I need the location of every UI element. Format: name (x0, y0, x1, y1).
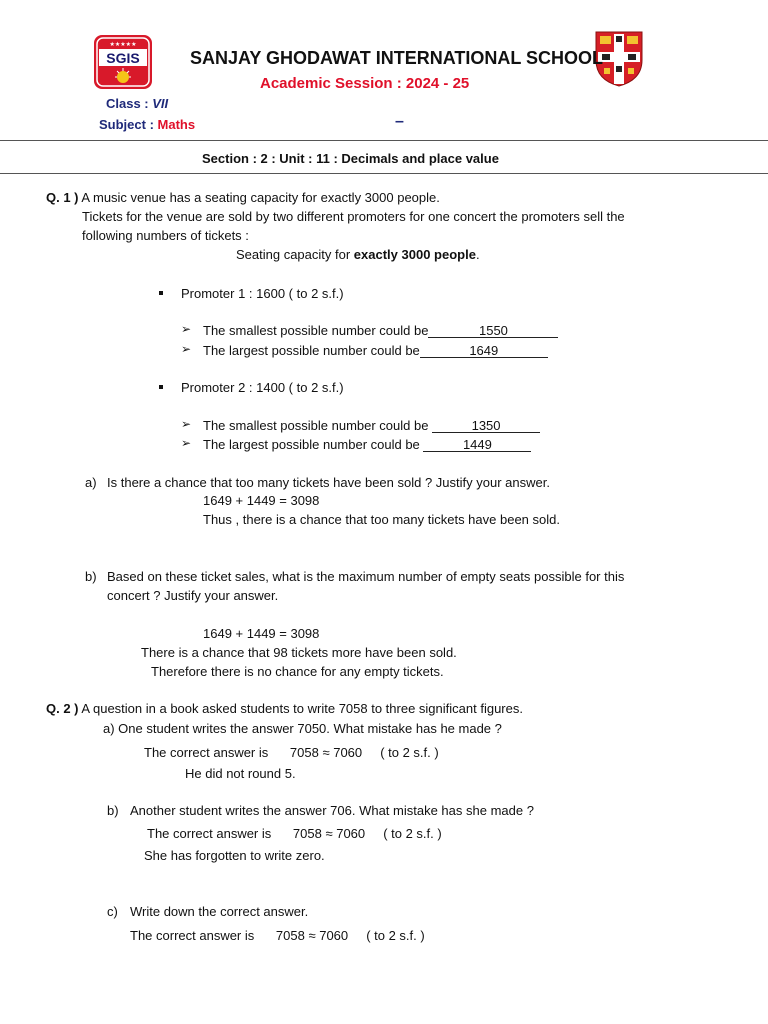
p1-largest (203, 343, 548, 358)
bullet-square-icon (159, 385, 163, 389)
q1-number: Q. 1 ) (46, 190, 79, 205)
q1b-question-1: Based on these ticket sales, what is the maximum number of empty seats possible for this (107, 569, 625, 584)
p1-large-value: 1649 (420, 345, 548, 358)
q1b-question-2: concert ? Justify your answer. (107, 588, 279, 603)
sgis-logo (94, 35, 152, 89)
p2-large-label: The largest possible number could be (203, 437, 424, 452)
class-row (106, 96, 168, 111)
q1b-answer-1: 1649 + 1449 = 3098 (203, 626, 320, 641)
header-dash: – (395, 113, 404, 130)
arrow-bullet-icon: ➢ (181, 322, 192, 336)
subject-row (99, 117, 195, 132)
arrow-bullet-icon: ➢ (181, 436, 192, 450)
q2a-answer-2: He did not round 5. (185, 766, 296, 781)
q1-line1 (46, 190, 440, 205)
divider-top (0, 140, 768, 141)
q1-line2: Tickets for the venue are sold by two different promoters for one concert the promoters sell the (82, 209, 625, 224)
subject-value: Maths (157, 117, 196, 132)
promoter-2: Promoter 2 : 1400 ( to 2 s.f.) (181, 380, 344, 395)
q1-capacity (236, 247, 480, 262)
q2a-answer-1: The correct answer is 7058 ≈ 7060 ( to 2 s.f. ) (144, 745, 439, 760)
p1-large-label: The largest possible number could be (203, 343, 420, 358)
academic-session: Academic Session : 2024 - 25 (260, 75, 470, 92)
school-name: SANJAY GHODAWAT INTERNATIONAL SCHOOL (190, 48, 604, 68)
p2-largest (203, 437, 531, 452)
q1b-answer-2: There is a chance that 98 tickets more have been sold. (141, 645, 457, 660)
q1b-label: b) (85, 569, 97, 584)
bullet-square-icon (159, 291, 163, 295)
capacity-pre: Seating capacity for (236, 247, 354, 262)
q2c-answer: The correct answer is 7058 ≈ 7060 ( to 2 s.f. ) (130, 928, 425, 943)
q2-number: Q. 2 ) (46, 701, 79, 716)
capacity-bold: exactly 3000 people (353, 247, 476, 262)
p1-small-value: 1550 (428, 325, 558, 338)
q2b-answer-1: The correct answer is 7058 ≈ 7060 ( to 2 s.f. ) (147, 826, 442, 841)
q2b-question: Another student writes the answer 706. What mistake has she made ? (130, 803, 534, 818)
q2a-question: a) One student writes the answer 7050. What mistake has he made ? (103, 721, 502, 736)
q1-line3: following numbers of tickets : (82, 228, 249, 243)
q2c-label: c) (107, 904, 118, 919)
p1-small-label: The smallest possible number could be (203, 323, 429, 338)
p2-large-value: 1449 (423, 439, 531, 452)
q1b-answer-3: Therefore there is no chance for any empty tickets. (151, 664, 444, 679)
q2b-answer-2: She has forgotten to write zero. (144, 848, 325, 863)
q1a-label: a) (85, 475, 97, 490)
q2-text1: A question in a book asked students to write 7058 to three significant figures. (81, 701, 523, 716)
arrow-bullet-icon: ➢ (181, 342, 192, 356)
q1a-answer-2: Thus , there is a chance that too many tickets have been sold. (203, 512, 560, 527)
p2-smallest (203, 418, 540, 433)
class-value: VII (152, 96, 169, 111)
p2-small-value: 1350 (432, 420, 540, 433)
q2c-question: Write down the correct answer. (130, 904, 309, 919)
arrow-bullet-icon: ➢ (181, 417, 192, 431)
subject-label: Subject : (99, 117, 154, 132)
capacity-post: . (475, 247, 480, 262)
section-title: Section : 2 : Unit : 11 : Decimals and place value (202, 151, 499, 166)
q2-line1 (46, 701, 523, 716)
p2-small-label: The smallest possible number could be (203, 418, 433, 433)
q1a-question: Is there a chance that too many tickets have been sold ? Justify your answer. (107, 475, 550, 490)
promoter-1: Promoter 1 : 1600 ( to 2 s.f.) (181, 286, 344, 301)
divider-bottom (0, 173, 768, 174)
q2b-label: b) (107, 803, 119, 818)
logo-text: SGIS (106, 50, 140, 66)
class-label: Class : (106, 96, 149, 111)
q1-text1: A music venue has a seating capacity for exactly 3000 people. (81, 190, 440, 205)
p1-smallest (203, 323, 558, 338)
q1a-answer-1: 1649 + 1449 = 3098 (203, 493, 320, 508)
svg-text:★★★★★: ★★★★★ (109, 41, 137, 48)
